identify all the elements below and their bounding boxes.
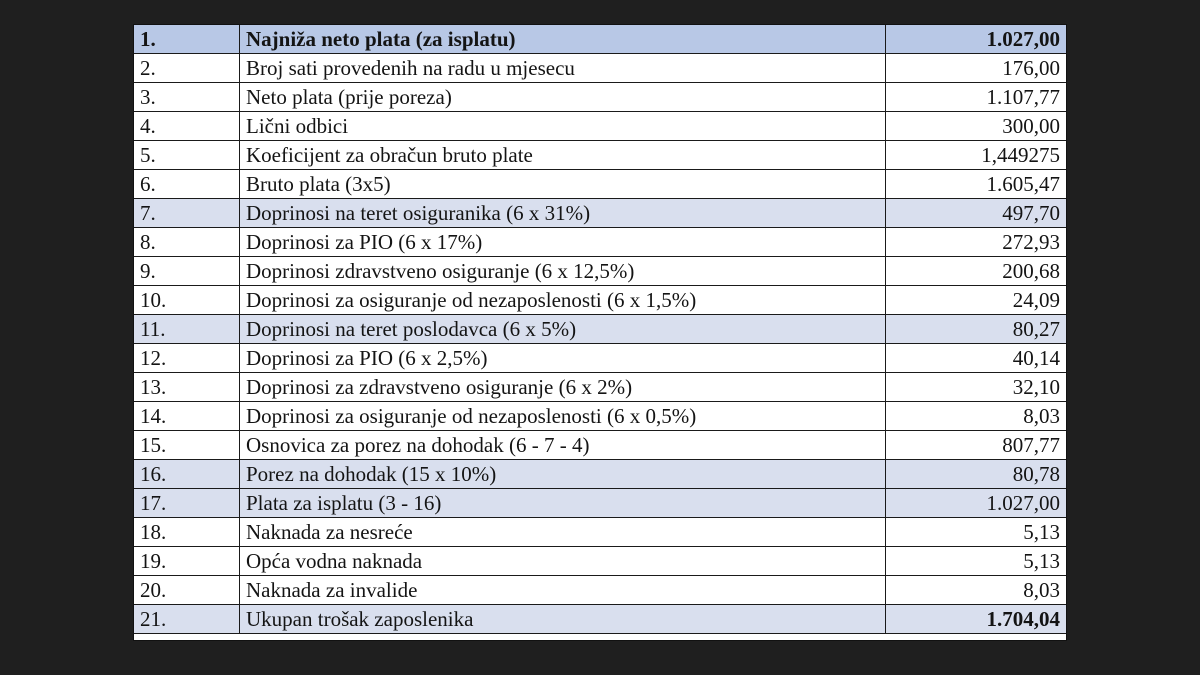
row-value: 80,78 <box>886 460 1067 489</box>
salary-table-body <box>134 25 1066 634</box>
table-row <box>134 431 1066 460</box>
table-row-section <box>134 315 1066 344</box>
table-row <box>134 141 1066 170</box>
row-value: 176,00 <box>886 54 1067 83</box>
row-value: 1.107,77 <box>886 83 1067 112</box>
row-description: Doprinosi za PIO (6 x 2,5%) <box>240 344 886 373</box>
row-number: 5. <box>134 141 240 170</box>
table-row <box>134 83 1066 112</box>
row-description: Plata za isplatu (3 - 16) <box>240 489 886 518</box>
row-value: 24,09 <box>886 286 1067 315</box>
table-row <box>134 547 1066 576</box>
row-description: Osnovica za porez na dohodak (6 - 7 - 4) <box>240 431 886 460</box>
salary-table <box>134 25 1066 634</box>
table-row <box>134 54 1066 83</box>
row-number: 8. <box>134 228 240 257</box>
row-value: 1.605,47 <box>886 170 1067 199</box>
row-description: Neto plata (prije poreza) <box>240 83 886 112</box>
table-row <box>134 228 1066 257</box>
table-row <box>134 344 1066 373</box>
table-row-section <box>134 199 1066 228</box>
row-number: 17. <box>134 489 240 518</box>
table-row <box>134 373 1066 402</box>
row-number: 2. <box>134 54 240 83</box>
row-value: 5,13 <box>886 547 1067 576</box>
table-row <box>134 402 1066 431</box>
row-number: 13. <box>134 373 240 402</box>
table-row-total <box>134 605 1066 634</box>
row-description: Naknada za invalide <box>240 576 886 605</box>
row-description: Opća vodna naknada <box>240 547 886 576</box>
row-description: Ukupan trošak zaposlenika <box>240 605 886 634</box>
row-value: 32,10 <box>886 373 1067 402</box>
row-number: 20. <box>134 576 240 605</box>
row-value: 8,03 <box>886 402 1067 431</box>
row-description: Doprinosi na teret poslodavca (6 x 5%) <box>240 315 886 344</box>
row-number: 11. <box>134 315 240 344</box>
row-number: 16. <box>134 460 240 489</box>
row-value-total: 1.704,04 <box>886 605 1067 634</box>
row-value: 272,93 <box>886 228 1067 257</box>
row-number: 3. <box>134 83 240 112</box>
row-value: 40,14 <box>886 344 1067 373</box>
table-row <box>134 576 1066 605</box>
table-row-section <box>134 460 1066 489</box>
table-row <box>134 518 1066 547</box>
row-number: 19. <box>134 547 240 576</box>
row-description: Doprinosi zdravstveno osiguranje (6 x 12,5%) <box>240 257 886 286</box>
row-description: Naknada za nesreće <box>240 518 886 547</box>
row-description: Porez na dohodak (15 x 10%) <box>240 460 886 489</box>
row-number: 7. <box>134 199 240 228</box>
row-number: 15. <box>134 431 240 460</box>
row-value: 497,70 <box>886 199 1067 228</box>
row-value: 1.027,00 <box>886 25 1067 54</box>
table-row <box>134 286 1066 315</box>
salary-calculation-sheet <box>133 24 1067 641</box>
row-description: Najniža neto plata (za isplatu) <box>240 25 886 54</box>
row-number: 10. <box>134 286 240 315</box>
row-description: Doprinosi za osiguranje od nezaposlenosti (6 x 0,5%) <box>240 402 886 431</box>
row-number: 1. <box>134 25 240 54</box>
row-value: 80,27 <box>886 315 1067 344</box>
row-number: 14. <box>134 402 240 431</box>
row-description: Lični odbici <box>240 112 886 141</box>
row-description: Bruto plata (3x5) <box>240 170 886 199</box>
row-description: Doprinosi na teret osiguranika (6 x 31%) <box>240 199 886 228</box>
row-number: 12. <box>134 344 240 373</box>
table-row <box>134 112 1066 141</box>
row-description: Doprinosi za PIO (6 x 17%) <box>240 228 886 257</box>
row-number: 21. <box>134 605 240 634</box>
row-value: 1.027,00 <box>886 489 1067 518</box>
row-value: 300,00 <box>886 112 1067 141</box>
row-number: 6. <box>134 170 240 199</box>
row-number: 4. <box>134 112 240 141</box>
row-number: 18. <box>134 518 240 547</box>
row-value: 1,449275 <box>886 141 1067 170</box>
row-number: 9. <box>134 257 240 286</box>
row-description: Doprinosi za zdravstveno osiguranje (6 x 2%) <box>240 373 886 402</box>
table-row <box>134 257 1066 286</box>
row-value: 807,77 <box>886 431 1067 460</box>
row-description: Broj sati provedenih na radu u mjesecu <box>240 54 886 83</box>
row-value: 200,68 <box>886 257 1067 286</box>
row-description: Koeficijent za obračun bruto plate <box>240 141 886 170</box>
row-description: Doprinosi za osiguranje od nezaposlenosti (6 x 1,5%) <box>240 286 886 315</box>
row-value: 5,13 <box>886 518 1067 547</box>
row-value: 8,03 <box>886 576 1067 605</box>
table-row <box>134 170 1066 199</box>
table-row-header <box>134 25 1066 54</box>
table-row-section <box>134 489 1066 518</box>
